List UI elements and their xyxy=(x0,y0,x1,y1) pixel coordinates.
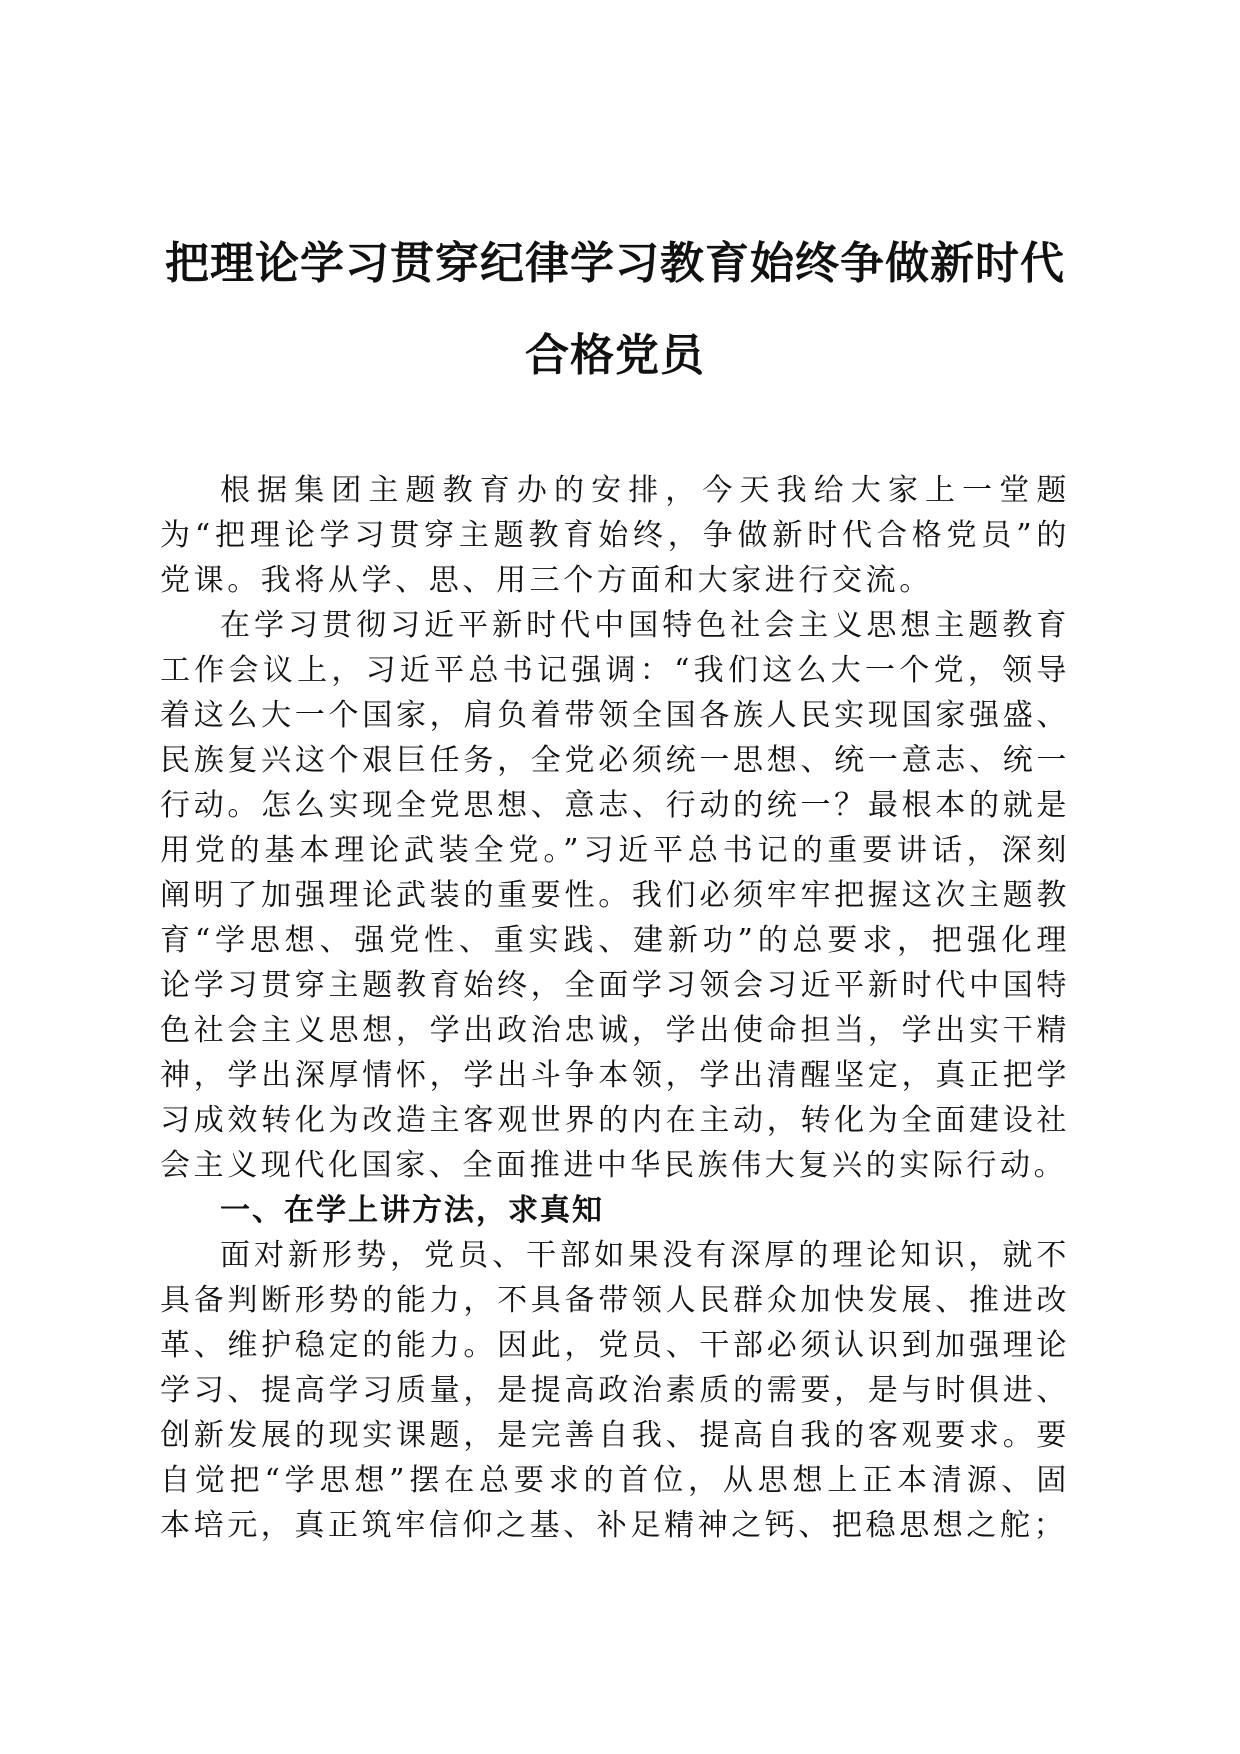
section-heading: 一、在学上讲方法，求真知 xyxy=(220,1193,604,1228)
document-body xyxy=(160,468,1070,1548)
document-page xyxy=(160,218,1070,1548)
document-title xyxy=(160,218,1070,402)
intro-paragraph: 根据集团主题教育办的安排，今天我给大家上一堂题为“把理论学习贯穿主题教育始终，争做新时代合格党员”的党课。我将从学、思、用三个方面和大家进行交流。 xyxy=(160,473,1070,598)
title-line-1: 把理论学习贯穿纪律学习教育始终争做新时代 xyxy=(165,238,1065,289)
section-paragraph: 面对新形势，党员、干部如果没有深厚的理论知识，就不具备判断形势的能力，不具备带领人民群众加快发展、推进改革、维护稳定的能力。因此，党员、干部必须认识到加强理论学习、提高学习质量，是提高政治素质的需要，是与时俱进、创新发展的现实课题，是完善自我、提高自我的客观要求。要自觉把“学思想”摆在总要求的首位，从思想上正本清源、固本培元，真正筑牢信仰之基、补足精神之钙、把稳思想之舵； xyxy=(160,1238,1070,1543)
context-paragraph: 在学习贯彻习近平新时代中国特色社会主义思想主题教育工作会议上，习近平总书记强调：“我们这么大一个党，领导着这么大一个国家，肩负着带领全国各族人民实现国家强盛、民族复兴这个艰巨任务，全党必须统一思想、统一意志、统一行动。怎么实现全党思想、意志、行动的统一？最根本的就是用党的基本理论武装全党。”习近平总书记的重要讲话，深刻阐明了加强理论武装的重要性。我们必须牢牢把握这次主题教育“学思想、强党性、重实践、建新功”的总要求，把强化理论学习贯穿主题教育始终，全面学习领会习近平新时代中国特色社会主义思想，学出政治忠诚，学出使命担当，学出实干精神，学出深厚情怀，学出斗争本领，学出清醒坚定，真正把学习成效转化为改造主客观世界的内在主动，转化为全面建设社会主义现代化国家、全面推进中华民族伟大复兴的实际行动。 xyxy=(160,608,1070,1183)
title-line-2: 合格党员 xyxy=(525,330,705,381)
